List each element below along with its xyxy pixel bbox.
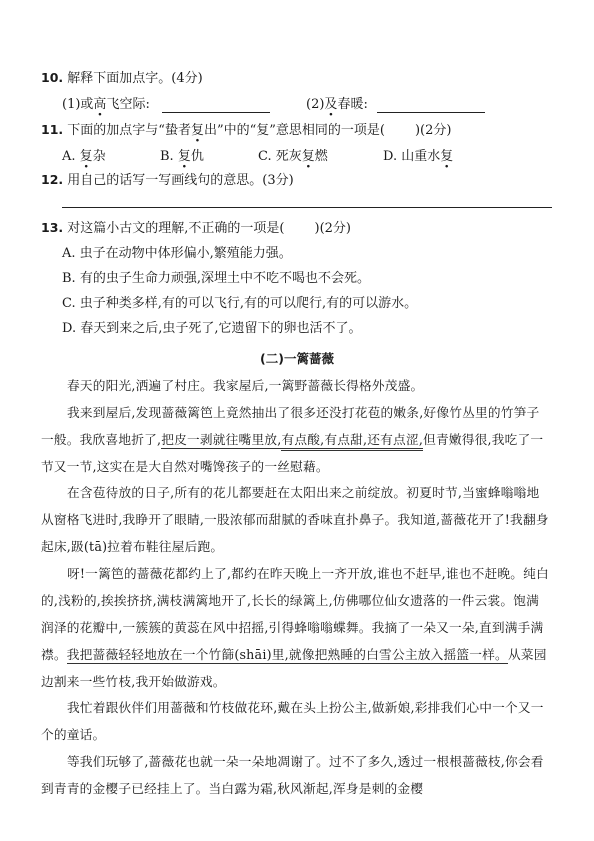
q13-option-b[interactable]: B. 有的虫子生命力顽强,深埋土中不吃不喝也不会死。 (62, 271, 370, 286)
question-number: 12. (41, 172, 64, 187)
question-score: )(2分) (414, 123, 452, 138)
dotted-char: 复 (440, 149, 454, 164)
passage-paragraph-2 (41, 399, 551, 480)
option-label: C. 死灰 (258, 149, 302, 164)
dotted-char: 复 (79, 149, 93, 164)
q10-sub1 (62, 96, 150, 114)
option-label: B. (160, 149, 174, 164)
q11-option-a[interactable] (62, 148, 106, 166)
option-label: D. 山重水 (383, 149, 441, 164)
q13-option-c[interactable]: C. 虫子种类多样,有的可以飞行,有的可以爬行,有的可以游水。 (62, 296, 418, 311)
double-underlined-phrase: 有点酸, (281, 432, 324, 451)
answer-blank-1[interactable] (162, 112, 270, 113)
q11-option-b[interactable] (160, 148, 204, 166)
option-label: A. (62, 149, 76, 164)
q13-option-d[interactable]: D. 春天到来之后,虫子死了,它遗留下的卵也活不了。 (62, 321, 362, 336)
dotted-char: 复 (177, 149, 191, 164)
option-text: 燃 (314, 149, 328, 164)
option-text: 仇 (190, 149, 204, 164)
passage-paragraph-3: 在含苞待放的日子,所有的花儿都要赶在太阳出来之前绽放。初夏时节,当蜜蜂嗡嗡地从窗格飞进时,我睁开了眼睛,一股浓郁而甜腻的香味直扑鼻子。我知道,蔷薇花开了!我翻身起床,趿(tā)拉着布鞋往屋后跑。 (41, 485, 549, 554)
underlined-sentence: 我把蔷薇轻轻地放在一个竹篩(shāi)里,就像把熟睡的白雪公主放入摇篮一样。 (66, 647, 508, 662)
question-number: 11. (41, 122, 64, 137)
dotted-char: 复 (301, 149, 315, 164)
sub-label: (1)或 (62, 97, 94, 112)
question-text: 对这篇小古文的理解,不正确的一项是( (67, 221, 285, 236)
question-11 (41, 122, 451, 140)
paragraph-text: 我来到屋后,发现蔷薇篱笆上竟然抽出了很多还没打花苞的嫩条,好像竹丛里的竹笋子一般。我欣喜地折了, (41, 405, 540, 447)
dotted-char: 及 (324, 97, 338, 112)
question-13 (41, 220, 351, 238)
answer-blank-2[interactable] (377, 112, 485, 113)
passage-paragraph-1: 春天的阳光,洒遍了村庄。我家屋后,一篱野蔷薇长得格外茂盛。 (67, 378, 424, 393)
dotted-char: 复 (190, 123, 204, 138)
q11-option-c[interactable] (258, 148, 328, 166)
question-10 (41, 70, 203, 88)
paragraph-text: 呀!一篱笆的蔷薇花都约上了,都约在昨天晚上一齐开放,谁也不赶早,谁也不赶晚。纯白的,浅粉的,挨挨挤挤,满枝满篱地开了,长长的绿篱上,仿佛哪位仙女遗落的一件云裳。饱满润泽的花瓣中,一簇簇的黄蕊在风中招摇,引得蜂嗡嗡蝶舞。我摘了一朵又一朵,直到满手满襟。 (41, 566, 549, 662)
q10-sub2 (306, 96, 368, 114)
paragraph-text: 从菜园边割来一些竹枝,我开始做游戏。 (41, 647, 547, 689)
underlined-phrase: 把皮一剥就往嘴里放, (161, 432, 282, 447)
passage-paragraph-5: 我忙着跟伙伴们用蔷薇和竹枝做花环,戴在头上扮公主,做新娘,彩排我们心中一个又一个的童话。 (41, 700, 544, 742)
question-number: 13. (41, 220, 64, 235)
q11-option-d[interactable] (383, 148, 453, 166)
passage-paragraph-4 (41, 560, 551, 695)
question-12 (41, 172, 294, 190)
dotted-char: 高 (93, 97, 107, 112)
question-text: 用自己的话写一写画线句的意思。(3分) (67, 173, 294, 188)
question-number: 10. (41, 70, 64, 85)
question-text: 解释下面加点字。(4分) (67, 71, 203, 86)
question-text: 出”中的“复”意思相同的一项是( (203, 123, 385, 138)
question-text: 下面的加点字与“蛰者 (67, 123, 191, 138)
section-title: (二)一篱蔷薇 (260, 351, 334, 366)
double-underlined-phrase: 有点甜, (324, 432, 367, 451)
paragraph-text: 但青嫩得很,我吃了一节又一节,这实在是大自然对嘴馋孩子的一丝慰藉。 (41, 432, 544, 474)
option-text: 杂 (92, 149, 106, 164)
sub-text: 飞空际: (106, 97, 150, 112)
answer-line[interactable] (62, 207, 552, 208)
sub-label: (2) (306, 97, 325, 112)
q13-option-a[interactable]: A. 虫子在动物中体形偏小,繁殖能力强。 (62, 246, 292, 261)
passage-paragraph-6: 等我们玩够了,蔷薇花也就一朵一朵地凋谢了。过不了多久,透过一根根蔷薇枝,你会看到青青的金樱子已经挂上了。当白露为霜,秋风渐起,浑身是刺的金樱 (41, 754, 544, 796)
question-score: )(2分) (314, 221, 352, 236)
sub-text: 春暖: (337, 97, 368, 112)
double-underlined-phrase: 还有点涩, (367, 432, 423, 451)
